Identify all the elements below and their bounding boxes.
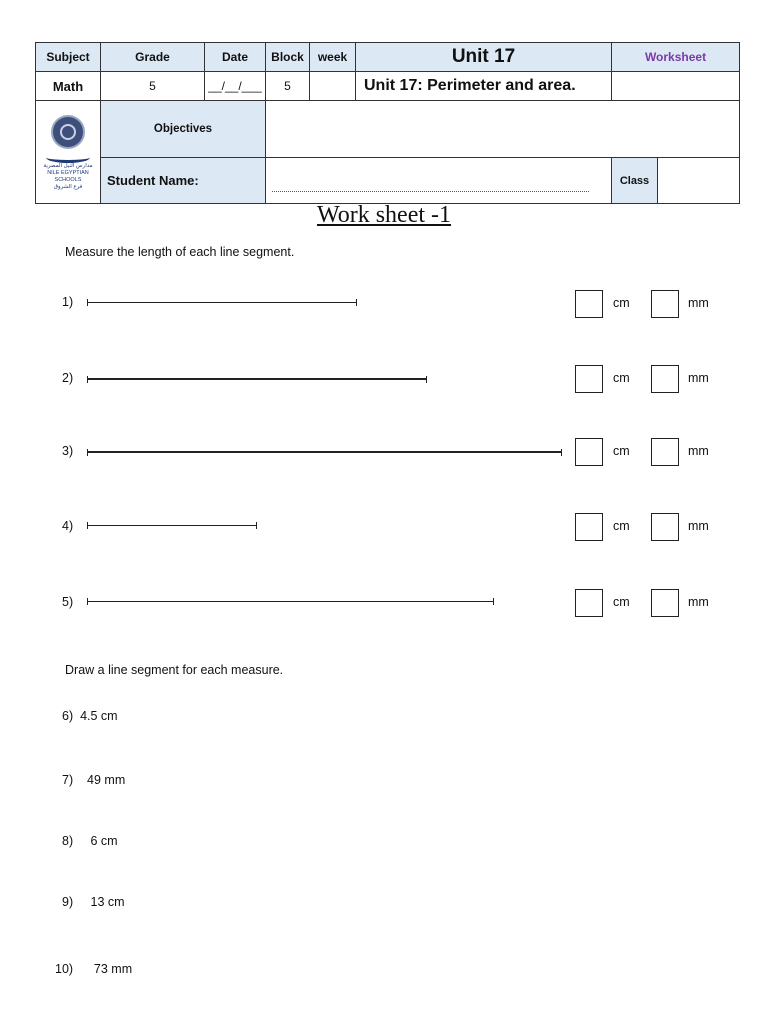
grade-header: Grade <box>101 43 205 72</box>
logo-text-english: NILE EGYPTIAN SCHOOLS <box>47 170 89 183</box>
measure-value: 73 mm <box>93 962 133 976</box>
question-number: 2) <box>62 371 74 385</box>
mm-label: mm <box>688 595 709 609</box>
line-segment <box>87 378 427 380</box>
subject-header: Subject <box>36 43 101 72</box>
week-value <box>310 72 356 101</box>
cm-answer-box[interactable] <box>575 513 603 541</box>
question-number: 7) <box>62 773 74 787</box>
mm-answer-box[interactable] <box>651 589 679 617</box>
worksheet-header-table <box>35 42 740 204</box>
cm-label: cm <box>613 519 630 533</box>
line-segment <box>87 525 257 526</box>
measure-value: 13 cm <box>90 895 125 909</box>
unit-title: Unit 17 <box>356 43 612 72</box>
measure-value: 4.5 cm <box>80 709 118 723</box>
dotted-line <box>272 179 589 192</box>
date-header: Date <box>205 43 266 72</box>
draw-instruction: Draw a line segment for each measure. <box>65 663 284 677</box>
block-header: Block <box>266 43 310 72</box>
mm-answer-box[interactable] <box>651 513 679 541</box>
mm-answer-box[interactable] <box>651 290 679 318</box>
draw-item <box>55 962 132 976</box>
mm-answer-box[interactable] <box>651 365 679 393</box>
draw-item <box>62 709 118 723</box>
draw-item <box>62 773 125 787</box>
question-number: 6) <box>62 709 74 723</box>
cm-answer-box[interactable] <box>575 438 603 466</box>
question-number: 8) <box>62 834 74 848</box>
class-label: Class <box>612 158 658 204</box>
date-value: __/__/___ <box>205 72 266 101</box>
student-name-field[interactable] <box>266 158 612 204</box>
question-number: 10) <box>55 962 74 976</box>
seal-icon <box>51 115 85 149</box>
mm-label: mm <box>688 296 709 310</box>
question-number: 4) <box>62 519 74 533</box>
grade-value: 5 <box>101 72 205 101</box>
cm-answer-box[interactable] <box>575 290 603 318</box>
question-number: 3) <box>62 444 74 458</box>
measure-instruction: Measure the length of each line segment. <box>65 245 295 259</box>
logo-text-branch: فرع الشروق <box>53 184 83 190</box>
cm-answer-box[interactable] <box>575 365 603 393</box>
measure-value: 6 cm <box>90 834 118 848</box>
line-segment <box>87 451 562 453</box>
mm-label: mm <box>688 444 709 458</box>
question-number: 9) <box>62 895 74 909</box>
mm-label: mm <box>688 371 709 385</box>
objectives-field[interactable] <box>266 101 740 158</box>
line-segment <box>87 601 494 602</box>
cm-label: cm <box>613 371 630 385</box>
measure-value: 49 mm <box>87 773 126 787</box>
question-number: 5) <box>62 595 74 609</box>
cm-label: cm <box>613 595 630 609</box>
school-logo <box>40 115 96 193</box>
worksheet-value <box>612 72 740 101</box>
logo-text-arabic: مدارس النيل المصرية <box>43 163 93 169</box>
class-field[interactable] <box>658 158 740 204</box>
block-value: 5 <box>266 72 310 101</box>
subject-value: Math <box>36 72 101 101</box>
cm-label: cm <box>613 296 630 310</box>
cm-answer-box[interactable] <box>575 589 603 617</box>
week-header: week <box>310 43 356 72</box>
worksheet-title: Work sheet -1 <box>316 202 452 228</box>
mm-answer-box[interactable] <box>651 438 679 466</box>
draw-item <box>62 895 125 909</box>
line-segment <box>87 302 357 303</box>
student-name-label: Student Name: <box>101 158 266 204</box>
question-number: 1) <box>62 295 74 309</box>
mm-label: mm <box>688 519 709 533</box>
worksheet-label: Worksheet <box>612 43 740 72</box>
school-logo-cell <box>36 101 101 204</box>
open-book-icon <box>46 152 90 163</box>
objectives-label: Objectives <box>101 101 266 158</box>
cm-label: cm <box>613 444 630 458</box>
unit-name: Unit 17: Perimeter and area. <box>356 72 612 101</box>
draw-item <box>62 834 118 848</box>
